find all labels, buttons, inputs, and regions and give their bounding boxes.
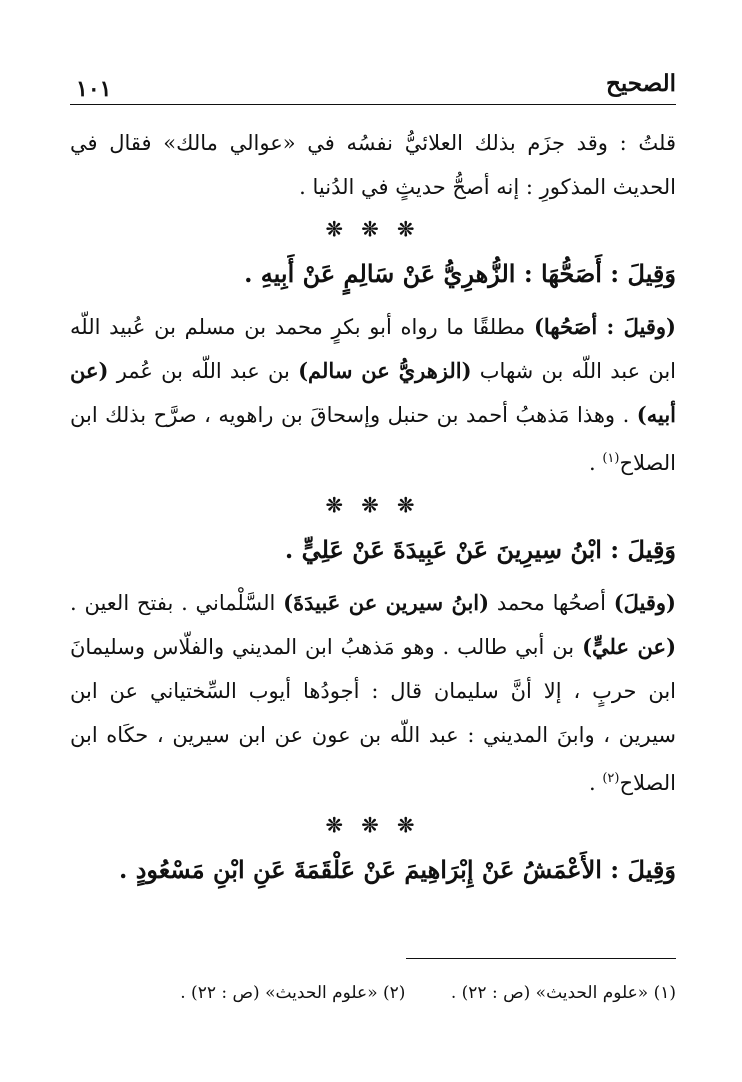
paragraph-ibn-sirin [70, 581, 676, 805]
paragraph-qultu [70, 121, 676, 209]
quoted-term: (الزهريُّ عن سالم) [298, 358, 472, 383]
paragraph-text: أصحُها محمد [489, 591, 614, 615]
quoted-term: (عن أبيه) [70, 358, 676, 427]
section-heading-ibn-sirin: وَقِيلَ : ابْنُ سِيرِينَ عَنْ عَبِيدَةَ عَنْ عَلِيٍّ . [284, 535, 676, 564]
paragraph-text: قلتُ : وقد جزَم بذلك العلائيُّ نفسُه في «عوالي مالك» فقال في الحديث المذكورِ : إنه أصحُّ حديثٍ في الدُنيا . [70, 131, 676, 199]
page-number: ١٠١ [76, 76, 112, 102]
footnote-marker: (١) [602, 451, 620, 466]
paragraph-text: بن أبي طالب . وهو مَذهبُ ابن المديني والفلّاس وسليمانَ ابن حربٍ ، إلا أنَّ سليمان قال : أجودُها أيوب السِّختياني عن ابن سيرين ، وابنَ المديني : عبد اللّه بن عون عن ابن سيرين ، حكَاه ابن الصلاح [70, 635, 676, 795]
footnotes [70, 978, 676, 1008]
page-header [70, 60, 676, 105]
section-heading-zuhri: وَقِيلَ : أَصَحُّهَا : الزُّهرِيُّ عَنْ سَالِمٍ عَنْ أَبِيهِ . [244, 259, 676, 288]
quoted-term: (وقيلَ) [613, 590, 676, 615]
chapter-title: الصحيح [606, 70, 676, 97]
quoted-term: (وقيلَ : أصَحُها) [533, 314, 676, 339]
footnote-divider [406, 958, 676, 959]
quoted-term: (عن عليٍّ) [582, 634, 677, 659]
paragraph-text: السَّلْماني . بفتح العين . [70, 591, 284, 615]
section-separator: ❊ ❊ ❊ [325, 493, 421, 517]
paragraph-text: . وهذا مَذهبُ أحمد بن حنبل وإسحاقَ بن راهويه ، صرَّح بذلك ابن الصلاح [70, 403, 676, 475]
section-heading-amash: وَقِيلَ : الأَعْمَشُ عَنْ إِبْرَاهِيمَ عَنْ عَلْقَمَةَ عَنِ ابْنِ مَسْعُودٍ . [119, 855, 676, 884]
book-page [70, 60, 676, 1082]
paragraph-zuhri [70, 305, 676, 485]
paragraph-end: . [588, 451, 603, 475]
footnote-marker: (٢) [602, 771, 620, 786]
footnote-1: (١) «علوم الحديث» (ص : ٢٢) . [450, 983, 676, 1003]
paragraph-text: مطلقًا ما رواه أبو بكرٍ محمد بن مسلم بن عُبيد اللّه ابن عبد اللّه بن شهاب [70, 315, 676, 383]
quoted-term: (ابنُ سيرين عن عَبيدَةَ) [283, 590, 490, 615]
section-separator: ❊ ❊ ❊ [325, 217, 421, 241]
footnote-2: (٢) «علوم الحديث» (ص : ٢٢) . [180, 983, 406, 1003]
paragraph-text: بن عبد اللّه بن عُمر [108, 359, 299, 383]
section-separator: ❊ ❊ ❊ [325, 813, 421, 837]
paragraph-end: . [588, 771, 603, 795]
